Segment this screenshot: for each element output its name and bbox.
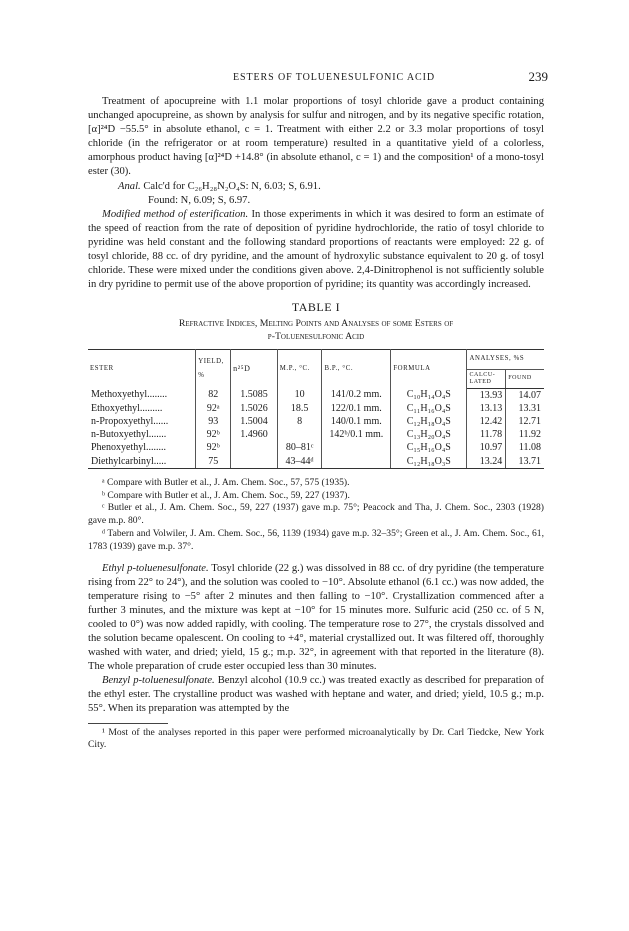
cell-yield: 82	[196, 388, 231, 402]
cell-ester: Diethylcarbinyl.....	[88, 455, 196, 469]
cell-mp: 18.5	[277, 402, 322, 415]
cell-nd: 1.5085	[231, 388, 278, 402]
paragraph-ethyl	[88, 562, 544, 675]
cell-calc: 11.78	[467, 428, 506, 441]
paragraph-modified-method	[88, 208, 544, 293]
cell-found: 11.92	[518, 429, 541, 441]
table-note-a: ᵃ Compare with Butler et al., J. Am. Chem. Soc., 57, 575 (1935).	[102, 476, 350, 488]
col-formula: FORMULA	[391, 350, 467, 388]
cell-formula: C₁₂H₁₈O₃S	[391, 455, 467, 469]
table-note-d: ᵈ Tabern and Volwiler, J. Am. Chem. Soc., 56, 1139 (1934) gave m.p. 32–35°; Green et al., J. Am. Chem. Soc., 61, 1783 (1939) gave m.p. 37°.	[88, 527, 544, 552]
paragraph-apocupreine: Treatment of apocupreine with 1.1 molar proportions of tosyl chloride gave a product containing unchanged apocupreine, as shown by analysis for sulfur and nitrogen, and by its negative specific rotation, [α]²⁴D −55.5° in absolute ethanol, c = 1. Treatment with either 2.2 or 3.3 molar proportions of tosyl chloride (in the refrigerator or at room temperature) resulted in a quantitative yield of a colorless, amorphous product having [α]²⁴D +14.8° (in absolute ethanol, c = 1) and the composition¹ of a mono-tosyl ester (30).	[88, 96, 544, 178]
paragraph-benzyl	[88, 674, 544, 716]
cell-ester: n-Propoxyethyl......	[88, 415, 196, 428]
table-caption	[88, 317, 544, 343]
cell-found: 12.71	[518, 415, 541, 427]
article-body	[88, 95, 544, 752]
cell-formula: C₁₃H₂₀O₄S	[391, 428, 467, 441]
ethyl-label: Ethyl p-toluenesulfonate.	[102, 562, 209, 574]
page-number: 239	[528, 69, 548, 84]
cell-calc: 12.42	[467, 415, 506, 428]
cell-found: 13.71	[506, 455, 544, 469]
running-head: ESTERS OF TOLUENESULFONIC ACID	[233, 72, 435, 83]
col-found: FOUND	[506, 369, 544, 388]
table-title: TABLE I	[291, 300, 341, 315]
analysis-found: Found: N, 6.09; S, 6.97.	[148, 194, 251, 206]
cell-calc: 13.24	[467, 455, 506, 469]
col-yield: YIELD, %	[196, 350, 231, 388]
cell-ester: Methoxyethyl........	[88, 388, 196, 402]
cell-mp: 43–44ᵈ	[277, 455, 322, 469]
cell-found: 13.31	[518, 402, 541, 414]
cell-found: 14.07	[518, 389, 541, 401]
cell-bp: 142ᵇ/0.1 mm.	[322, 428, 391, 441]
cell-nd: 1.5004	[231, 415, 278, 428]
anal-text: Calc'd for C₂₆H₂₈N₂O₄S: N, 6.03; S, 6.91.	[143, 180, 321, 192]
cell-yield: 92ᵇ	[196, 428, 231, 441]
cell-bp: 141/0.2 mm.	[322, 388, 391, 402]
table-note-c: ᶜ Butler et al., J. Am. Chem. Soc., 59, 227 (1937) gave m.p. 75°; Peacock and Tha, J. Chem. Soc., 2303 (1928) gave m.p. 80°.	[88, 502, 544, 527]
cell-formula: C₁₂H₁₈O₄S	[391, 415, 467, 428]
cell-ester: Ethoxyethyl.........	[88, 402, 196, 415]
cell-formula: C₁₅H₁₆O₄S	[391, 441, 467, 454]
footnote	[88, 727, 544, 752]
cell-formula: C₁₁H₁₆O₄S	[391, 402, 467, 415]
modified-method-text: In those experiments in which it was desired to form an estimate of the speed of reaction from the rate of deposition of pyridine hydrochloride, the ratio of tosyl chloride to pyridine was held constant and the following standard proportions of reactants were employed: 22 g. of tosyl chloride, 88 cc. of dry pyridine, and the amount of hydroxylic substance equivalent to 20 g. of tosyl chloride. These were mixed under the conditions given above. 2,4-Dinitrophenol is not sufficiently soluble in dry pyridine to permit use of the above proportion of pyridine; its quantity was accordingly increased.	[88, 208, 545, 291]
cell-nd: 1.5026	[231, 402, 278, 415]
esters-table	[88, 349, 544, 468]
cell-mp	[277, 428, 322, 441]
cell-bp	[322, 441, 391, 454]
col-ester: ESTER	[88, 350, 196, 388]
table-row	[88, 428, 544, 441]
footnote-divider	[88, 723, 168, 724]
table-caption-line1: Refractive Indices, Melting Points and Analyses of some Esters of	[178, 318, 454, 330]
table-note-b: ᵇ Compare with Butler et al., J. Am. Chem. Soc., 59, 227 (1937).	[102, 489, 350, 501]
footnote-text: ¹ Most of the analyses reported in this paper were performed microanalytically by Dr. Carl Tiedcke, New York City.	[88, 726, 544, 751]
cell-nd	[231, 441, 278, 454]
cell-bp: 122/0.1 mm.	[322, 402, 391, 415]
cell-calc: 13.13	[467, 402, 506, 415]
col-analyses: ANALYSES, %S	[467, 350, 544, 369]
cell-formula: C₁₀H₁₄O₄S	[391, 388, 467, 402]
cell-mp: 80–81ᶜ	[277, 441, 322, 454]
analysis-calculated	[88, 180, 544, 194]
cell-yield: 92ᵇ	[196, 441, 231, 454]
table-row	[88, 441, 544, 454]
cell-bp	[322, 455, 391, 469]
col-calculated: CALCU- LATED	[467, 369, 506, 388]
cell-nd: 1.4960	[231, 428, 278, 441]
cell-ester: Phenoxyethyl........	[88, 441, 196, 454]
col-nd: n²⁵D	[231, 350, 278, 388]
table-row	[88, 388, 544, 402]
cell-found: 11.08	[518, 442, 541, 454]
cell-calc: 13.93	[467, 388, 506, 402]
col-mp: M.P., °C.	[277, 350, 322, 388]
benzyl-text: Benzyl alcohol (10.9 cc.) was treated exactly as described for preparation of the ethyl ester. The crystalline product was washed with heptane and water, and dried; yield, 10.5 g.; m.p. 55°. When its preparation was attempted by the	[88, 675, 544, 715]
cell-bp: 140/0.1 mm.	[322, 415, 391, 428]
benzyl-label: Benzyl p-toluenesulfonate.	[102, 675, 215, 687]
table-caption-line2: p-Toluenesulfonic Acid	[267, 331, 365, 343]
anal-label: Anal.	[118, 180, 141, 192]
col-bp: B.P., °C.	[322, 350, 391, 388]
cell-nd	[231, 455, 278, 469]
cell-calc: 10.97	[467, 441, 506, 454]
cell-yield: 75	[196, 455, 231, 469]
cell-mp: 10	[277, 388, 322, 402]
cell-yield: 92ᵃ	[196, 402, 231, 415]
ethyl-text: Tosyl chloride (22 g.) was dissolved in 88 cc. of dry pyridine (the temperature rising from 22° to 24°), and the solution was cooled to −10°. Absolute ethanol (6.1 cc.) was now added, the temperature rising to −5° after 2 minutes and then falling to −10°. Crystallization commenced after a further 3 minutes, and the mixture was kept at −10° for 15 minutes more. Sulfuric acid (250 cc. of 5 N, cooled to 0°) was now added rapidly, with cooling. The temperature rose to 27°, the crystals dissolved and the solution became opalescent. On cooling to +4°, material crystallized out. It was filtered off, thoroughly washed with water, and dried; yield, 15 g.; m.p. 32°, in agreement with that reported in the literature (8). The whole preparation of crude ester occupied less than 30 minutes.	[88, 562, 544, 673]
modified-method-label: Modified method of esterification.	[102, 208, 249, 220]
cell-yield: 93	[196, 415, 231, 428]
table-notes	[88, 477, 544, 554]
table-row	[88, 455, 544, 469]
cell-ester: n-Butoxyethyl.......	[88, 428, 196, 441]
table-row	[88, 402, 544, 415]
cell-mp: 8	[277, 415, 322, 428]
table-row	[88, 415, 544, 428]
